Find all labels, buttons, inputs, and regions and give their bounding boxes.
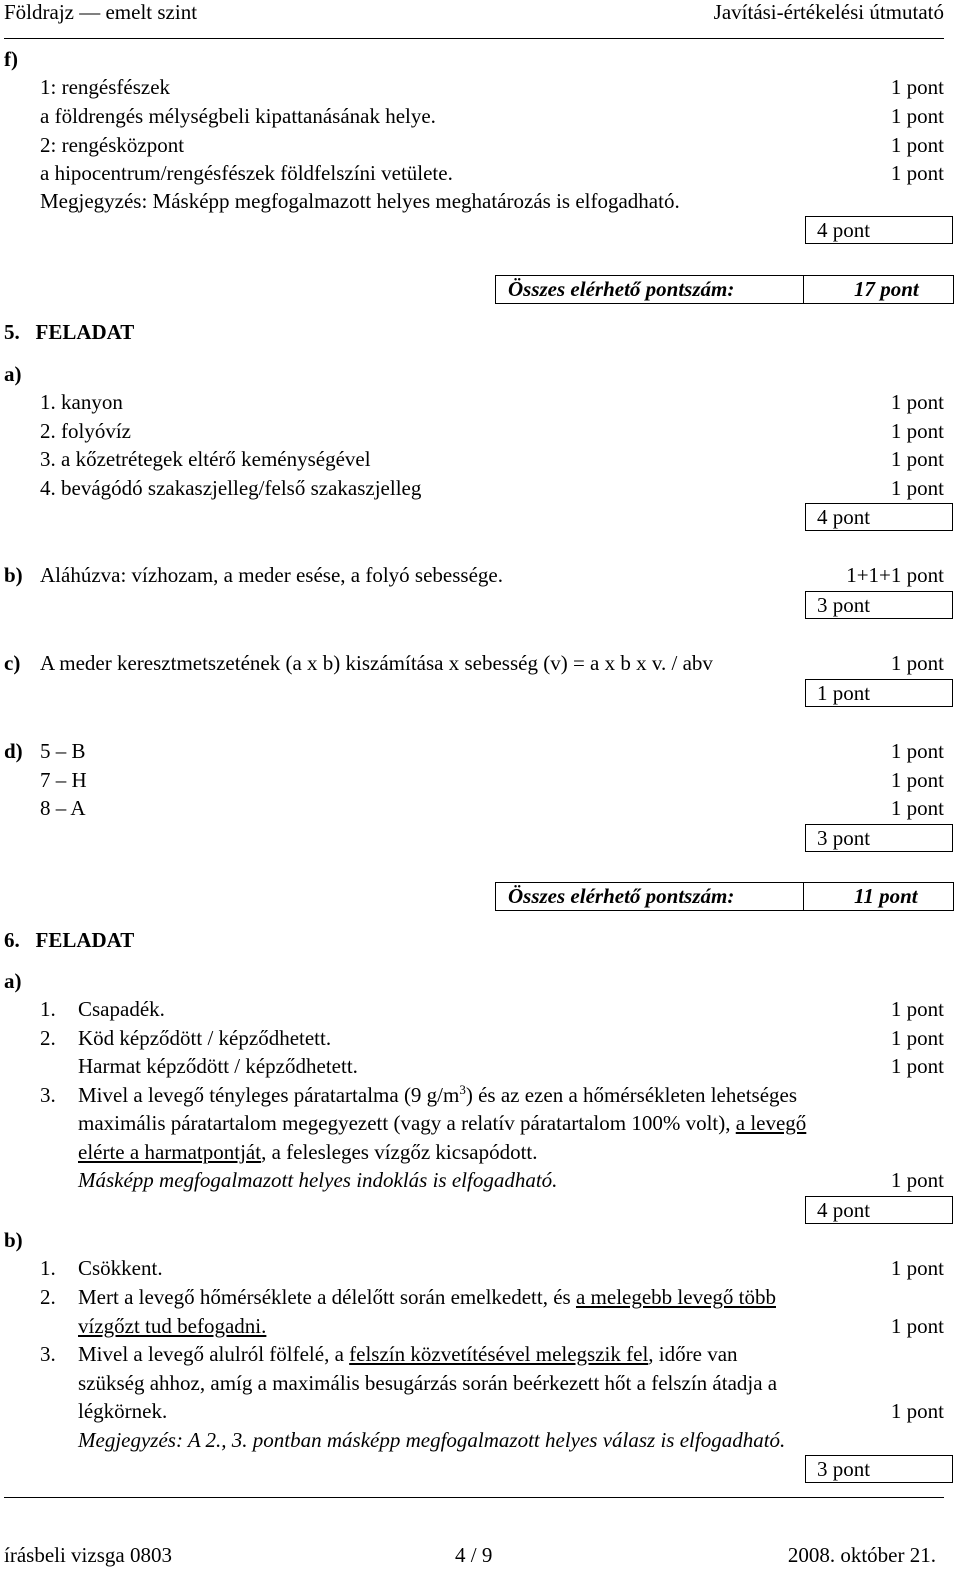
task6-b-num-2: 2. (40, 1285, 56, 1309)
footer-right: 2008. október 21. (787, 1543, 936, 1567)
task6-a-line-3c (78, 1140, 537, 1164)
task5-a-line-3: 3. a kőzetrétegek eltérő keménységével (40, 447, 371, 471)
task5-a-label: a) (4, 362, 22, 386)
task5-total-box (495, 275, 954, 304)
task5-a-point-2: 1 pont (890, 419, 944, 443)
task5-total-value: 17 pont (854, 277, 919, 301)
task6-b-line-1: Csökkent. (78, 1256, 163, 1280)
task5-a-line-1: 1. kanyon (40, 390, 123, 414)
task5-d-point-2: 1 pont (890, 768, 944, 792)
task6-b-line-3b: szükség ahhoz, amíg a maximális besugárzás során beérkezett hőt a felszín átadja a (78, 1371, 778, 1395)
task6-b-num-1: 1. (40, 1256, 56, 1280)
task6-a-line-3a-post: ) és az ezen a hőmérsékleten lehetséges (465, 1083, 798, 1107)
task6-a-line-2b: Harmat képződött / képződhetett. (78, 1054, 358, 1078)
task6-a-line-1: Csapadék. (78, 997, 165, 1021)
task5-c-text: A meder keresztmetszetének (a x b) kiszámítása x sebesség (v) = a x b x v. / abv (40, 651, 713, 675)
f-line-2: a földrengés mélységbeli kipattanásának helye. (40, 104, 436, 128)
task5-b-label: b) (4, 563, 23, 587)
task6-a-line-3d: Másképp megfogalmazott helyes indoklás is elfogadható. (78, 1168, 558, 1192)
task6-b-note: Megjegyzés: A 2., 3. pontban másképp megfogalmazott helyes válasz is elfogadható. (78, 1428, 786, 1452)
task6-a-point-2: 1 pont (890, 1026, 944, 1050)
footer-left: írásbeli vizsga 0803 (4, 1543, 172, 1567)
task6-b-line-3a-pre: Mivel a levegő alulról fölfelé, a (78, 1342, 350, 1366)
task5-c-label: c) (4, 651, 21, 675)
header-left: Földrajz — emelt szint (4, 0, 198, 24)
task5-d-score-box: 3 pont (805, 824, 953, 852)
task6-a-line-3a-pre: Mivel a levegő tényleges páratartalma (9 g/m (78, 1083, 460, 1107)
task6-b-point-1: 1 pont (890, 1256, 944, 1280)
task6-b-line-3a-post: , időre van (648, 1342, 738, 1366)
task6-a-line-3b-underlined: a levegő (735, 1111, 807, 1135)
task6-total-box (495, 882, 954, 911)
task6-a-line-3a (78, 1083, 797, 1107)
task6-b-line-3c: légkörnek. (78, 1399, 168, 1423)
task6-total-value: 11 pont (854, 884, 918, 908)
footer-divider (4, 1497, 944, 1498)
task6-a-point-1: 1 pont (890, 997, 944, 1021)
task6-b-line-2a (78, 1285, 776, 1309)
f-note: Megjegyzés: Másképp megfogalmazott helyes meghatározás is elfogadható. (40, 189, 680, 213)
task5-a-line-2: 2. folyóvíz (40, 419, 131, 443)
task5-a-line-4: 4. bevágódó szakaszjelleg/felső szakaszjelleg (40, 476, 422, 500)
task6-a-point-3: 1 pont (890, 1054, 944, 1078)
f-score-box: 4 pont (805, 216, 953, 244)
task5-c-points: 1 pont (890, 651, 944, 675)
task5-b-points: 1+1+1 pont (846, 563, 944, 587)
f-line-4: a hipocentrum/rengésfészek földfelszíni vetülete. (40, 161, 453, 185)
task6-a-num-3: 3. (40, 1083, 56, 1107)
task5-d-label: d) (4, 739, 23, 763)
task6-a-num-2: 2. (40, 1026, 56, 1050)
task5-d-line-3: 8 – A (40, 796, 86, 820)
task5-c-score-box: 1 pont (805, 679, 953, 707)
task6-a-score-box: 4 pont (805, 1196, 953, 1224)
task6-total-label: Összes elérhető pontszám: (508, 884, 735, 908)
task6-total-separator (803, 883, 804, 910)
f-line-3: 2: rengésközpont (40, 133, 185, 157)
task5-d-line-2: 7 – H (40, 768, 87, 792)
task6-b-line-3a-underlined: felszín közvetítésével melegszik fel (349, 1342, 649, 1366)
task5-a-point-4: 1 pont (890, 476, 944, 500)
task6-b-score-box: 3 pont (805, 1455, 953, 1483)
task5-b-score-box: 3 pont (805, 591, 953, 619)
header-right: Javítási-értékelési útmutató (713, 0, 944, 24)
task6-a-label: a) (4, 969, 22, 993)
header-divider (4, 38, 944, 39)
task6-b-line-2a-underlined: a melegebb levegő több (575, 1285, 776, 1309)
task6-a-line-3c-post: , a felesleges vízgőz kicsapódott. (261, 1140, 538, 1164)
task5-a-score-box: 4 pont (805, 503, 953, 531)
task6-b-line-2b: vízgőzt tud befogadni. (78, 1314, 267, 1338)
task6-b-label: b) (4, 1228, 23, 1252)
footer-center: 4 / 9 (455, 1543, 493, 1567)
section-f-label: f) (4, 47, 18, 71)
task5-d-point-3: 1 pont (890, 796, 944, 820)
task6-b-num-3: 3. (40, 1342, 56, 1366)
f-point-4: 1 pont (890, 161, 944, 185)
task5-d-line-1: 5 – B (40, 739, 86, 763)
task6-a-line-3c-underlined: elérte a harmatpontját (78, 1140, 262, 1164)
task6-a-num-1: 1. (40, 997, 56, 1021)
f-point-2: 1 pont (890, 104, 944, 128)
task6-a-line-3b (78, 1111, 806, 1135)
task5-a-point-1: 1 pont (890, 390, 944, 414)
task5-d-point-1: 1 pont (890, 739, 944, 763)
f-line-1: 1: rengésfészek (40, 75, 171, 99)
task5-a-point-3: 1 pont (890, 447, 944, 471)
task6-b-line-3a (78, 1342, 738, 1366)
task5-title: 5. FELADAT (4, 320, 135, 344)
task5-b-text: Aláhúzva: vízhozam, a meder esése, a folyó sebessége. (40, 563, 503, 587)
task6-a-line-3b-pre: maximális páratartalom megegyezett (vagy a relatív páratartalom 100% volt), (78, 1111, 736, 1135)
task6-b-line-2a-pre: Mert a levegő hőmérséklete a délelőtt során emelkedett, és (78, 1285, 576, 1309)
task5-total-label: Összes elérhető pontszám: (508, 277, 735, 301)
task6-title: 6. FELADAT (4, 928, 135, 952)
f-point-3: 1 pont (890, 133, 944, 157)
task5-total-separator (803, 276, 804, 303)
task6-a-line-3a-sup: 3 (459, 1082, 466, 1097)
task6-b-point-2: 1 pont (890, 1314, 944, 1338)
task6-b-point-3: 1 pont (890, 1399, 944, 1423)
task6-a-line-2: Köd képződött / képződhetett. (78, 1026, 332, 1050)
task6-a-point-4: 1 pont (890, 1168, 944, 1192)
f-point-1: 1 pont (890, 75, 944, 99)
